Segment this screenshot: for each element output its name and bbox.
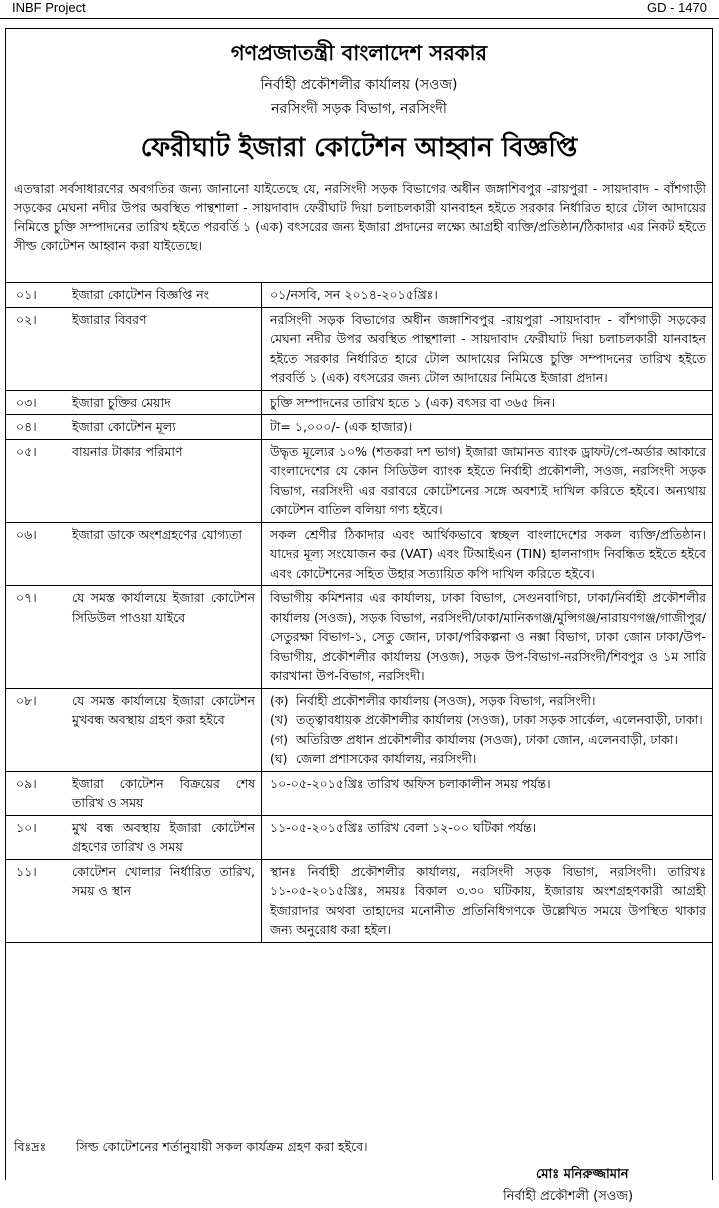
office-item-key: (গ): [270, 731, 288, 747]
row-label: মুখ বন্ধ অবস্থায় ইজারা কোটেশন গ্রহণের তারিখ ও সময়: [68, 815, 262, 859]
govt-heading: গণপ্রজাতন্ত্রী বাংলাদেশ সরকার: [230, 41, 488, 65]
table-row: [6, 415, 712, 440]
office-item-text: তত্ত্বাবধায়ক প্রকৌশলীর কার্যালয় (সওজ), ঢাকা সড়ক সার্কেল, এলেনবাড়ী, ঢাকা।: [296, 712, 703, 727]
row-value: ০১/নসবি, সন ২০১৪-২০১৫খ্রিঃ।: [262, 283, 713, 308]
signatory-designation: নির্বাহী প্রকৌশলী (সওজ): [503, 1189, 634, 1204]
row-number: ০৫।: [6, 439, 68, 522]
office-item: [270, 691, 706, 711]
row-value: বিভাগীয় কমিশনার এর কার্যালয়, ঢাকা বিভাগ, সেগুনবাগিচা, ঢাকা/নির্বাহী প্রকৌশলীর কার্যালয় (সওজ), সড়ক বিভাগ, নরসিংদী/ঢাকা/মানিকগঞ্জ/মুন্সিগঞ্জ/নারায়ণগঞ্জ/গাজীপুর/সেতুরক্ষা বিভাগ-১, সেতু জোন, ঢাকা/পরিকল্পনা ও নক্সা বিভাগ, ঢাকা জোন ঢাকা/উপ-বিভাগীয়, প্রকৌশলীর কার্যালয় (সওজ), সড়ক উপ-বিভাগ-নরসিংদী/শিবপুর ও ১ম সারি কারখানা উপ-বিভাগ, নরসিংদী।: [262, 586, 713, 689]
notice-title: ফেরীঘাট ইজারা কোটেশন আহ্বান বিজ্ঞপ্তি: [140, 133, 578, 163]
row-value: উদ্ধৃত মূল্যের ১০% (শতকরা দশ ভাগ) ইজারা জামানত ব্যাংক ড্রাফট/পে-অর্ডার আকারে বাংলাদেশের যে কোন সিডিউল ব্যাংক হইতে নির্বাহী প্রকৌশলী, সওজ, নরসিংদী সড়ক বিভাগ, নরসিংদী এর বরাবরে কোটেশনের সঙ্গে অবশ্যই দাখিল করিতে হইবে। অন্যথায় কোটেশন বাতিল বলিয়া গণ্য হইবে।: [262, 439, 713, 522]
office-item-key: (ঘ): [270, 751, 288, 766]
row-label: ইজারা ডাকে অংশগ্রহণের যোগ্যতা: [68, 522, 262, 586]
notice-frame: [5, 28, 713, 1204]
row-number: ০৮।: [6, 688, 68, 771]
row-value: স্থানঃ নির্বাহী প্রকৌশলীর কার্যালয়, নরসিংদী সড়ক বিভাগ, নরসিংদী। তারিখঃ ১১-০৫-২০১৫খ্রিঃ, সময়ঃ বিকাল ৩.৩০ ঘটিকায়, ইজারায় অংশগ্রহণকারী আগ্রহী ইজারাদার অথবা তাহাদের মনোনীত প্রতিনিধিগণকে উল্লেখিত সময়ে উপস্থিত থাকার জন্য অনুরোধ করা হইল।: [262, 859, 713, 942]
row-number: ০৯।: [6, 771, 68, 815]
row-number: ০১।: [6, 283, 68, 308]
table-row: [6, 688, 712, 771]
office-item-key: (খ): [270, 712, 288, 727]
row-label: ইজারার বিবরণ: [68, 307, 262, 390]
table-row: [6, 586, 712, 689]
row-label: কোটেশন খোলার নির্ধারিত তারিখ, সময় ও স্থান: [68, 859, 262, 942]
row-value: নরসিংদী সড়ক বিভাগের অধীন জঙ্গাশিবপুর -রায়পুরা -সায়দাবাদ - বাঁশগাড়ী সড়কের মেঘনা নদীর উপর অবস্থিত পান্থশালা - সায়দাবাদ ফেরীঘাট দিয়া চলাচলকারী যানবাহন হইতে সরকার নির্ধারিত হারে টোল আদায়ের নিমিত্তে চুক্তি সম্পাদনের তারিখ হইতে পরবর্তি ১ (এক) বৎসরের জন্য টোল আদায়ের নিমিত্তে ইজারা প্রদান।: [262, 307, 713, 390]
row-value: টা= ১,০০০/- (এক হাজার)।: [262, 415, 713, 440]
top-bar: [0, 0, 719, 19]
office-item: [270, 749, 706, 769]
note-key: বিঃদ্রঃ: [14, 1139, 47, 1154]
project-label: INBF Project: [12, 0, 86, 15]
table-row: [6, 307, 712, 390]
notice-table: [6, 282, 712, 943]
row-number: ০৬।: [6, 522, 68, 586]
row-label: ইজারা কোটেশন মূল্য: [68, 415, 262, 440]
note: [14, 1139, 368, 1159]
signatory-name: মোঃ মনিরুজ্জামান: [536, 1167, 629, 1182]
row-label: ইজারা কোটেশন বিজ্ঞপ্তি নং: [68, 283, 262, 308]
office-item-text: অতিরিক্ত প্রধান প্রকৌশলীর কার্যালয় (সওজ), ঢাকা জোন, এলেনবাড়ী, ঢাকা।: [296, 731, 678, 747]
row-label: যে সমস্ত কার্যালয়ে ইজারা কোটেশন সিডিউল পাওয়া যাইবে: [68, 586, 262, 689]
row-value: ১০-০৫-২০১৫খ্রিঃ তারিখ অফিস চলাকালীন সময় পর্যন্ত।: [262, 771, 713, 815]
office-heading: নির্বাহী প্রকৌশলীর কার্যালয় (সওজ): [260, 77, 458, 93]
row-number: ০২।: [6, 307, 68, 390]
row-label: যে সমস্ত কার্যালয়ে ইজারা কোটেশন মুখবন্ধ অবস্থায় গ্রহণ করা হইবে: [68, 688, 262, 771]
row-value-list: [262, 688, 713, 771]
row-label: ইজারা কোটেশন বিক্রয়ের শেষ তারিখ ও সময়: [68, 771, 262, 815]
table-row: [6, 522, 712, 586]
gd-number: GD - 1470: [647, 0, 707, 15]
office-item-text: জেলা প্রশাসকের কার্যালয়, নরসিংদী।: [296, 751, 477, 766]
table-row: [6, 859, 712, 942]
office-item-text: নির্বাহী প্রকৌশলীর কার্যালয় (সওজ), সড়ক বিভাগ, নরসিংদী।: [296, 692, 596, 708]
table-row: [6, 771, 712, 815]
table-row: [6, 390, 712, 415]
office-item: [270, 730, 706, 750]
row-number: ০৭।: [6, 586, 68, 689]
intro-paragraph: এতদ্বারা সর্বসাধারণের অবগতির জন্য জানানো যাইতেছে যে, নরসিংদী সড়ক বিভাগের অধীন জঙ্গাশিবপুর -রায়পুরা - সায়দাবাদ - বাঁশগাড়ী সড়কের মেঘনা নদীর উপর অবস্থিত পান্থশালা - সায়দাবাদ ফেরীঘাট দিয়া চলাচলকারী যানবাহন হইতে সরকার নির্ধারিত হারে টোল আদায়ের নিমিত্তে চুক্তি সম্পাদনের তারিখ হইতে পরবর্তি ১ (এক) বৎসরের জন্য ইজারা প্রদানের লক্ষ্যে আগ্রহী ব্যক্তি/প্রতিষ্ঠান/ঠিকাদার এর নিকট হইতে সীল্ড কোটেশন আহ্বান করা যাইতেছে।: [14, 181, 706, 253]
row-value: সকল শ্রেণীর ঠিকাদার এবং আর্থিকভাবে স্বচ্ছল বাংলাদেশের সকল ব্যক্তি/প্রতিষ্ঠান। যাদের মূল্য সংযোজন কর (VAT) এবং টিআইএন (TIN) হালনাগাদ নিবন্ধিত হইতে হইবে এবং কোটেশনের সহিত উহার সত্যায়িত কপি দাখিল করিতে হইবে।: [262, 522, 713, 586]
row-number: ০৩।: [6, 390, 68, 415]
table-row: [6, 283, 712, 308]
office-item-key: (ক): [270, 692, 289, 708]
table-row: [6, 815, 712, 859]
row-number: ১০।: [6, 815, 68, 859]
note-text: সিল্ড কোটেশনের শর্তানুযায়ী সকল কার্যক্রম গ্রহণ করা হইবে।: [75, 1139, 368, 1154]
row-number: ১১।: [6, 859, 68, 942]
table-row: [6, 439, 712, 522]
row-label: বায়নার টাকার পরিমাণ: [68, 439, 262, 522]
row-value: ১১-০৫-২০১৫খ্রিঃ তারিখ বেলা ১২-০০ ঘটিকা পর্যন্ত।: [262, 815, 713, 859]
row-value: চুক্তি সম্পাদনের তারিখ হতে ১ (এক) বৎসর বা ৩৬৫ দিন।: [262, 390, 713, 415]
division-heading: নরসিংদী সড়ক বিভাগ, নরসিংদী: [271, 101, 447, 117]
office-item: [270, 710, 706, 730]
row-number: ০৪।: [6, 415, 68, 440]
row-label: ইজারা চুক্তির মেয়াদ: [68, 390, 262, 415]
